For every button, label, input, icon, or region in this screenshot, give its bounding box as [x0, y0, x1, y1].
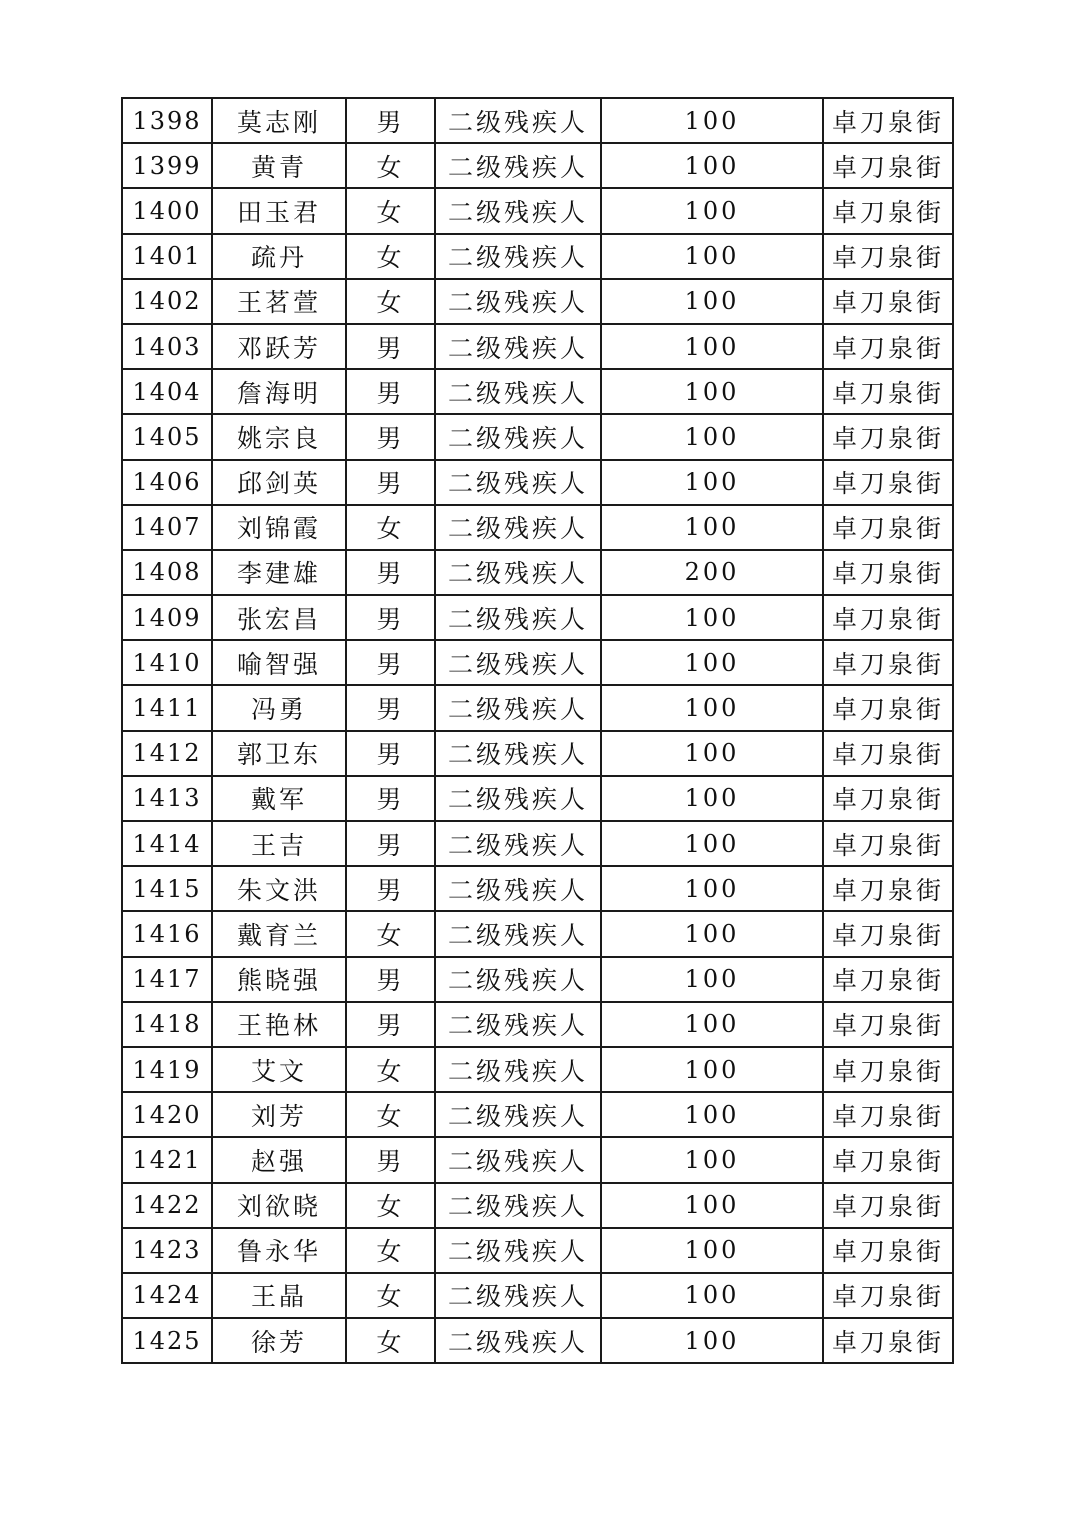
amount-cell: 100 — [601, 911, 823, 956]
category-cell: 二级残疾人 — [435, 595, 601, 640]
name-cell: 王茗萱 — [212, 279, 346, 324]
gender-cell: 男 — [346, 414, 435, 459]
table-row — [122, 460, 953, 505]
street-cell: 卓刀泉街 — [823, 234, 953, 279]
name-cell: 戴军 — [212, 776, 346, 821]
serial-number-cell: 1418 — [122, 1002, 212, 1047]
category-cell: 二级残疾人 — [435, 1228, 601, 1273]
table-row — [122, 640, 953, 685]
name-cell: 刘锦霞 — [212, 505, 346, 550]
gender-cell: 女 — [346, 143, 435, 188]
serial-number-cell: 1423 — [122, 1228, 212, 1273]
table-row — [122, 324, 953, 369]
street-cell: 卓刀泉街 — [823, 1002, 953, 1047]
table-row — [122, 505, 953, 550]
category-cell: 二级残疾人 — [435, 957, 601, 1002]
category-cell: 二级残疾人 — [435, 821, 601, 866]
category-cell: 二级残疾人 — [435, 1273, 601, 1318]
table-row — [122, 1273, 953, 1318]
street-cell: 卓刀泉街 — [823, 279, 953, 324]
amount-cell: 100 — [601, 324, 823, 369]
gender-cell: 女 — [346, 188, 435, 233]
table-row — [122, 595, 953, 640]
name-cell: 李建雄 — [212, 550, 346, 595]
street-cell: 卓刀泉街 — [823, 414, 953, 459]
street-cell: 卓刀泉街 — [823, 1273, 953, 1318]
table-row — [122, 685, 953, 730]
street-cell: 卓刀泉街 — [823, 640, 953, 685]
serial-number-cell: 1415 — [122, 866, 212, 911]
table-row — [122, 234, 953, 279]
category-cell: 二级残疾人 — [435, 640, 601, 685]
table-row — [122, 550, 953, 595]
table-row — [122, 1002, 953, 1047]
amount-cell: 100 — [601, 685, 823, 730]
street-cell: 卓刀泉街 — [823, 1047, 953, 1092]
gender-cell: 男 — [346, 731, 435, 776]
table-row — [122, 369, 953, 414]
name-cell: 王吉 — [212, 821, 346, 866]
serial-number-cell: 1422 — [122, 1183, 212, 1228]
table-row — [122, 911, 953, 956]
gender-cell: 女 — [346, 1183, 435, 1228]
gender-cell: 男 — [346, 98, 435, 143]
street-cell: 卓刀泉街 — [823, 1137, 953, 1182]
gender-cell: 男 — [346, 550, 435, 595]
gender-cell: 男 — [346, 460, 435, 505]
gender-cell: 男 — [346, 324, 435, 369]
street-cell: 卓刀泉街 — [823, 1228, 953, 1273]
category-cell: 二级残疾人 — [435, 188, 601, 233]
table-row — [122, 731, 953, 776]
table-row — [122, 1228, 953, 1273]
table-row — [122, 866, 953, 911]
street-cell: 卓刀泉街 — [823, 324, 953, 369]
category-cell: 二级残疾人 — [435, 1183, 601, 1228]
table-row — [122, 1137, 953, 1182]
category-cell: 二级残疾人 — [435, 369, 601, 414]
gender-cell: 男 — [346, 866, 435, 911]
gender-cell: 女 — [346, 1228, 435, 1273]
category-cell: 二级残疾人 — [435, 1002, 601, 1047]
name-cell: 冯勇 — [212, 685, 346, 730]
name-cell: 邓跃芳 — [212, 324, 346, 369]
serial-number-cell: 1408 — [122, 550, 212, 595]
name-cell: 田玉君 — [212, 188, 346, 233]
amount-cell: 100 — [601, 369, 823, 414]
category-cell: 二级残疾人 — [435, 866, 601, 911]
street-cell: 卓刀泉街 — [823, 1183, 953, 1228]
name-cell: 莫志刚 — [212, 98, 346, 143]
amount-cell: 100 — [601, 279, 823, 324]
category-cell: 二级残疾人 — [435, 731, 601, 776]
street-cell: 卓刀泉街 — [823, 143, 953, 188]
table-row — [122, 279, 953, 324]
serial-number-cell: 1400 — [122, 188, 212, 233]
amount-cell: 100 — [601, 1318, 823, 1363]
serial-number-cell: 1421 — [122, 1137, 212, 1182]
name-cell: 刘芳 — [212, 1092, 346, 1137]
amount-cell: 100 — [601, 957, 823, 1002]
amount-cell: 200 — [601, 550, 823, 595]
street-cell: 卓刀泉街 — [823, 731, 953, 776]
category-cell: 二级残疾人 — [435, 460, 601, 505]
serial-number-cell: 1406 — [122, 460, 212, 505]
category-cell: 二级残疾人 — [435, 143, 601, 188]
amount-cell: 100 — [601, 460, 823, 505]
street-cell: 卓刀泉街 — [823, 550, 953, 595]
gender-cell: 男 — [346, 957, 435, 1002]
gender-cell: 女 — [346, 505, 435, 550]
table-row — [122, 1092, 953, 1137]
amount-cell: 100 — [601, 505, 823, 550]
amount-cell: 100 — [601, 595, 823, 640]
category-cell: 二级残疾人 — [435, 324, 601, 369]
category-cell: 二级残疾人 — [435, 1047, 601, 1092]
gender-cell: 女 — [346, 911, 435, 956]
name-cell: 疏丹 — [212, 234, 346, 279]
street-cell: 卓刀泉街 — [823, 911, 953, 956]
street-cell: 卓刀泉街 — [823, 685, 953, 730]
name-cell: 郭卫东 — [212, 731, 346, 776]
amount-cell: 100 — [601, 1273, 823, 1318]
street-cell: 卓刀泉街 — [823, 595, 953, 640]
category-cell: 二级残疾人 — [435, 414, 601, 459]
street-cell: 卓刀泉街 — [823, 460, 953, 505]
name-cell: 邱剑英 — [212, 460, 346, 505]
amount-cell: 100 — [601, 234, 823, 279]
serial-number-cell: 1411 — [122, 685, 212, 730]
amount-cell: 100 — [601, 821, 823, 866]
table-row — [122, 98, 953, 143]
serial-number-cell: 1407 — [122, 505, 212, 550]
gender-cell: 女 — [346, 279, 435, 324]
serial-number-cell: 1425 — [122, 1318, 212, 1363]
amount-cell: 100 — [601, 1047, 823, 1092]
amount-cell: 100 — [601, 731, 823, 776]
name-cell: 徐芳 — [212, 1318, 346, 1363]
street-cell: 卓刀泉街 — [823, 1092, 953, 1137]
serial-number-cell: 1424 — [122, 1273, 212, 1318]
street-cell: 卓刀泉街 — [823, 821, 953, 866]
name-cell: 黄青 — [212, 143, 346, 188]
gender-cell: 男 — [346, 640, 435, 685]
name-cell: 詹海明 — [212, 369, 346, 414]
street-cell: 卓刀泉街 — [823, 1318, 953, 1363]
gender-cell: 男 — [346, 369, 435, 414]
name-cell: 朱文洪 — [212, 866, 346, 911]
serial-number-cell: 1419 — [122, 1047, 212, 1092]
category-cell: 二级残疾人 — [435, 550, 601, 595]
name-cell: 刘欲晓 — [212, 1183, 346, 1228]
table-row — [122, 957, 953, 1002]
street-cell: 卓刀泉街 — [823, 369, 953, 414]
serial-number-cell: 1413 — [122, 776, 212, 821]
name-cell: 王艳林 — [212, 1002, 346, 1047]
amount-cell: 100 — [601, 98, 823, 143]
amount-cell: 100 — [601, 866, 823, 911]
table-row — [122, 188, 953, 233]
category-cell: 二级残疾人 — [435, 234, 601, 279]
name-cell: 鲁永华 — [212, 1228, 346, 1273]
serial-number-cell: 1401 — [122, 234, 212, 279]
category-cell: 二级残疾人 — [435, 1318, 601, 1363]
street-cell: 卓刀泉街 — [823, 957, 953, 1002]
table-row — [122, 1318, 953, 1363]
amount-cell: 100 — [601, 1002, 823, 1047]
serial-number-cell: 1405 — [122, 414, 212, 459]
serial-number-cell: 1402 — [122, 279, 212, 324]
serial-number-cell: 1417 — [122, 957, 212, 1002]
name-cell: 艾文 — [212, 1047, 346, 1092]
amount-cell: 100 — [601, 1183, 823, 1228]
street-cell: 卓刀泉街 — [823, 188, 953, 233]
gender-cell: 女 — [346, 1273, 435, 1318]
serial-number-cell: 1416 — [122, 911, 212, 956]
category-cell: 二级残疾人 — [435, 1092, 601, 1137]
name-cell: 戴育兰 — [212, 911, 346, 956]
serial-number-cell: 1403 — [122, 324, 212, 369]
serial-number-cell: 1420 — [122, 1092, 212, 1137]
amount-cell: 100 — [601, 776, 823, 821]
gender-cell: 男 — [346, 595, 435, 640]
amount-cell: 100 — [601, 1092, 823, 1137]
street-cell: 卓刀泉街 — [823, 505, 953, 550]
gender-cell: 男 — [346, 776, 435, 821]
name-cell: 熊晓强 — [212, 957, 346, 1002]
gender-cell: 女 — [346, 234, 435, 279]
serial-number-cell: 1412 — [122, 731, 212, 776]
gender-cell: 女 — [346, 1318, 435, 1363]
serial-number-cell: 1410 — [122, 640, 212, 685]
street-cell: 卓刀泉街 — [823, 98, 953, 143]
serial-number-cell: 1409 — [122, 595, 212, 640]
gender-cell: 男 — [346, 1002, 435, 1047]
street-cell: 卓刀泉街 — [823, 776, 953, 821]
name-cell: 赵强 — [212, 1137, 346, 1182]
serial-number-cell: 1414 — [122, 821, 212, 866]
table-row — [122, 1183, 953, 1228]
name-cell: 张宏昌 — [212, 595, 346, 640]
gender-cell: 男 — [346, 821, 435, 866]
name-cell: 喻智强 — [212, 640, 346, 685]
serial-number-cell: 1404 — [122, 369, 212, 414]
table-row — [122, 821, 953, 866]
table-row — [122, 776, 953, 821]
category-cell: 二级残疾人 — [435, 1137, 601, 1182]
name-cell: 王晶 — [212, 1273, 346, 1318]
gender-cell: 女 — [346, 1047, 435, 1092]
category-cell: 二级残疾人 — [435, 776, 601, 821]
amount-cell: 100 — [601, 1137, 823, 1182]
amount-cell: 100 — [601, 640, 823, 685]
name-cell: 姚宗良 — [212, 414, 346, 459]
street-cell: 卓刀泉街 — [823, 866, 953, 911]
gender-cell: 女 — [346, 1092, 435, 1137]
category-cell: 二级残疾人 — [435, 685, 601, 730]
table-row — [122, 1047, 953, 1092]
roster-table-container — [121, 97, 954, 1364]
serial-number-cell: 1399 — [122, 143, 212, 188]
category-cell: 二级残疾人 — [435, 98, 601, 143]
amount-cell: 100 — [601, 414, 823, 459]
amount-cell: 100 — [601, 143, 823, 188]
table-row — [122, 143, 953, 188]
gender-cell: 男 — [346, 1137, 435, 1182]
roster-table — [121, 97, 954, 1364]
gender-cell: 男 — [346, 685, 435, 730]
category-cell: 二级残疾人 — [435, 911, 601, 956]
category-cell: 二级残疾人 — [435, 279, 601, 324]
amount-cell: 100 — [601, 188, 823, 233]
serial-number-cell: 1398 — [122, 98, 212, 143]
roster-table-body — [122, 98, 953, 1363]
amount-cell: 100 — [601, 1228, 823, 1273]
category-cell: 二级残疾人 — [435, 505, 601, 550]
table-row — [122, 414, 953, 459]
